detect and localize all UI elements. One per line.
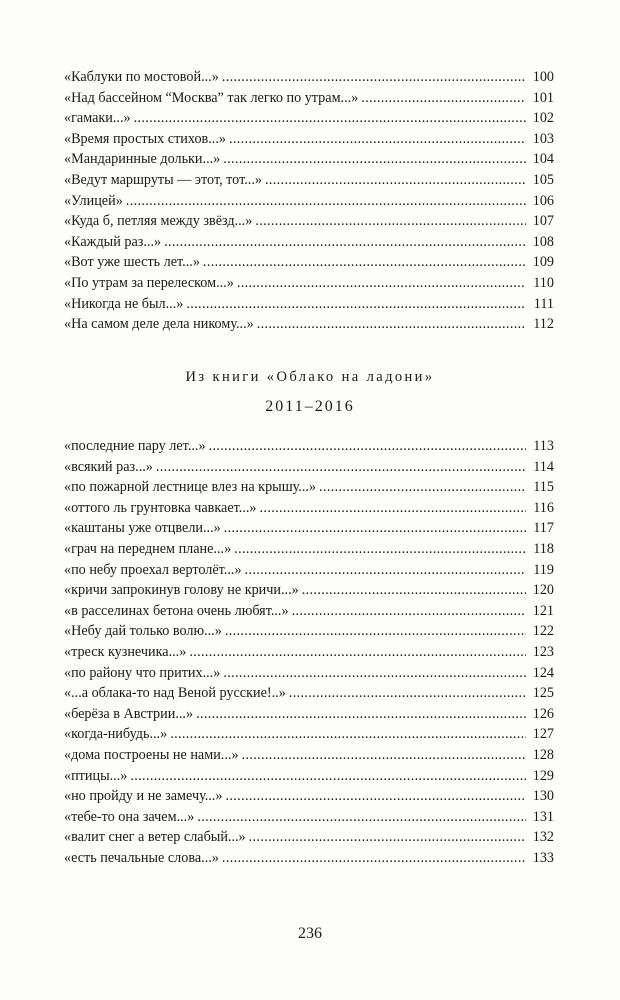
- toc-entry: [64, 642, 554, 663]
- toc-entry-page: 111: [533, 295, 554, 312]
- toc-entry-title: «Небу дай только волю...»: [64, 623, 222, 640]
- toc-entry: [64, 88, 554, 109]
- dot-leader: [222, 848, 526, 869]
- toc-entry-page: 105: [532, 171, 554, 188]
- dot-leader: [257, 314, 526, 335]
- toc-entry-page: 113: [533, 438, 554, 454]
- toc-entry: [64, 211, 554, 232]
- toc-entry-title: «в расселинах бетона очень любят...»: [64, 602, 289, 619]
- toc-entry: [64, 827, 554, 848]
- toc-entry: [64, 436, 554, 457]
- dot-leader: [289, 683, 526, 704]
- dot-leader: [237, 273, 526, 294]
- toc-entry: [64, 273, 554, 294]
- toc-entry-page: 110: [533, 274, 554, 291]
- toc-entry: [64, 683, 554, 704]
- dot-leader: [209, 436, 526, 457]
- toc-entry-title: «последние пару лет...»: [64, 438, 206, 454]
- toc-entry-page: 102: [532, 110, 554, 127]
- toc-entry-page: 104: [532, 151, 554, 168]
- toc-entry-title: «Каждый раз...»: [64, 233, 162, 250]
- toc-entry: [64, 724, 554, 745]
- toc-entry-page: 119: [533, 561, 554, 578]
- dot-leader: [223, 149, 526, 170]
- toc-entry-page: 122: [532, 623, 554, 640]
- toc-list-part-1: [64, 67, 554, 335]
- toc-entry-title: «Каблуки по мостовой...»: [64, 69, 219, 85]
- toc-entry-title: «На самом деле дела никому...»: [64, 316, 254, 333]
- toc-entry-title: «по пожарной лестнице влез на крышу...»: [64, 479, 317, 496]
- toc-entry: [64, 170, 554, 191]
- toc-entry-page: 108: [532, 233, 554, 250]
- toc-entry-page: 125: [532, 685, 554, 702]
- dot-leader: [203, 252, 526, 273]
- toc-entry-page: 129: [532, 767, 554, 784]
- toc-entry: [64, 477, 554, 498]
- toc-entry-page: 103: [532, 130, 554, 147]
- toc-entry-title: «Ведут маршруты — этот, тот...»: [64, 171, 262, 188]
- dot-leader: [164, 232, 526, 253]
- dot-leader: [224, 518, 526, 539]
- toc-entry: [64, 108, 554, 129]
- toc-entry-page: 123: [532, 643, 554, 660]
- toc-entry-page: 126: [532, 705, 554, 722]
- toc-entry-page: 109: [532, 254, 554, 271]
- toc-entry-title: «всякий раз...»: [64, 458, 153, 475]
- toc-list-part-2: [64, 436, 554, 868]
- toc-entry-title: «Время простых стихов...»: [64, 130, 226, 147]
- toc-entry: [64, 518, 554, 539]
- dot-leader: [222, 67, 526, 88]
- toc-entry: [64, 149, 554, 170]
- toc-entry: [64, 539, 554, 560]
- dot-leader: [292, 601, 526, 622]
- dot-leader: [260, 498, 526, 519]
- toc-entry: [64, 67, 554, 88]
- toc-entry-title: «валит снег а ветер слабый...»: [64, 829, 246, 846]
- toc-entry-title: «Над бассейном “Москва” так легко по утрам...»: [64, 89, 359, 106]
- toc-entry-page: 116: [533, 499, 554, 516]
- toc-entry: [64, 498, 554, 519]
- dot-leader: [189, 642, 526, 663]
- toc-entry-page: 100: [532, 69, 554, 85]
- toc-entry-title: «когда-нибудь...»: [64, 726, 168, 743]
- toc-entry: [64, 232, 554, 253]
- toc-entry-title: «дома построены не нами...»: [64, 746, 239, 763]
- toc-entry-page: 132: [532, 829, 554, 846]
- toc-entry-page: 121: [532, 602, 554, 619]
- section-title: Из книги «Облако на ладони»: [185, 369, 435, 385]
- toc-entry-page: 101: [532, 89, 554, 106]
- dot-leader: [249, 827, 526, 848]
- toc-entry: [64, 786, 554, 807]
- toc-entry-title: «Мандаринные дольки...»: [64, 151, 221, 168]
- dot-leader: [197, 807, 526, 828]
- toc-entry-page: 127: [532, 726, 554, 743]
- toc-entry: [64, 560, 554, 581]
- toc-entry-page: 128: [532, 746, 554, 763]
- toc-entry-title: «Куда б, петляя между звёзд...»: [64, 213, 253, 230]
- toc-entry-title: «По утрам за перелеском...»: [64, 274, 234, 291]
- dot-leader: [319, 477, 526, 498]
- dot-leader: [302, 580, 526, 601]
- toc-entry-title: «...а облака-то над Веной русские!..»: [64, 685, 286, 702]
- toc-entry: [64, 457, 554, 478]
- toc-entry: [64, 580, 554, 601]
- toc-entry: [64, 704, 554, 725]
- toc-entry-page: 112: [533, 316, 554, 333]
- toc-entry-page: 133: [532, 849, 554, 866]
- toc-entry-page: 130: [532, 788, 554, 805]
- dot-leader: [255, 211, 526, 232]
- toc-entry: [64, 191, 554, 212]
- toc-entry-page: 131: [532, 808, 554, 825]
- toc-entry-page: 106: [532, 192, 554, 209]
- dot-leader: [361, 88, 526, 109]
- toc-entry-title: «по небу проехал вертолёт...»: [64, 561, 242, 578]
- toc-entry: [64, 129, 554, 150]
- dot-leader: [226, 786, 527, 807]
- dot-leader: [234, 539, 526, 560]
- toc-entry-title: «кричи запрокинув голову не кричи...»: [64, 582, 299, 599]
- toc-entry-title: «тебе-то она зачем...»: [64, 808, 195, 825]
- toc-entry: [64, 252, 554, 273]
- toc-entry-page: 118: [533, 540, 554, 557]
- page-number: 236: [298, 925, 322, 942]
- toc-entry: [64, 807, 554, 828]
- toc-entry: [64, 621, 554, 642]
- toc-entry-title: «по району что притих...»: [64, 664, 221, 681]
- toc-entry-title: «каштаны уже отцвели...»: [64, 520, 221, 537]
- toc-entry-title: «грач на переднем плане...»: [64, 540, 232, 557]
- toc-entry-title: «Улицей»: [64, 192, 123, 209]
- toc-entry-page: 115: [533, 479, 554, 496]
- toc-entry: [64, 294, 554, 315]
- dot-leader: [170, 724, 526, 745]
- toc-entry-title: «Вот уже шесть лет...»: [64, 254, 200, 271]
- toc-entry-title: «гамаки...»: [64, 110, 131, 127]
- toc-entry-title: «треск кузнечика...»: [64, 643, 187, 660]
- toc-entry: [64, 766, 554, 787]
- toc-entry-title: «есть печальные слова...»: [64, 849, 219, 866]
- dot-leader: [126, 191, 526, 212]
- toc-entry: [64, 663, 554, 684]
- dot-leader: [186, 294, 526, 315]
- dot-leader: [245, 560, 526, 581]
- dot-leader: [130, 766, 526, 787]
- dot-leader: [229, 129, 526, 150]
- toc-entry-title: «но пройду и не замечу...»: [64, 788, 223, 805]
- toc-entry-title: «берёза в Австрии...»: [64, 705, 194, 722]
- dot-leader: [242, 745, 526, 766]
- dot-leader: [225, 621, 526, 642]
- toc-entry-page: 124: [532, 664, 554, 681]
- dot-leader: [196, 704, 526, 725]
- toc-entry: [64, 314, 554, 335]
- toc-entry: [64, 745, 554, 766]
- toc-entry-page: 117: [533, 520, 554, 537]
- dot-leader: [156, 457, 526, 478]
- toc-entry-page: 107: [532, 213, 554, 230]
- toc-entry-title: «Никогда не был...»: [64, 295, 184, 312]
- toc-entry-title: «оттого ль грунтовка чавкает...»: [64, 499, 257, 516]
- dot-leader: [134, 108, 526, 129]
- toc-entry-page: 120: [532, 582, 554, 599]
- dot-leader: [265, 170, 526, 191]
- section-years: 2011–2016: [265, 398, 355, 415]
- toc-entry-title: «птицы...»: [64, 767, 128, 784]
- toc-entry-page: 114: [533, 458, 554, 475]
- toc-entry: [64, 601, 554, 622]
- dot-leader: [223, 663, 526, 684]
- toc-entry: [64, 848, 554, 869]
